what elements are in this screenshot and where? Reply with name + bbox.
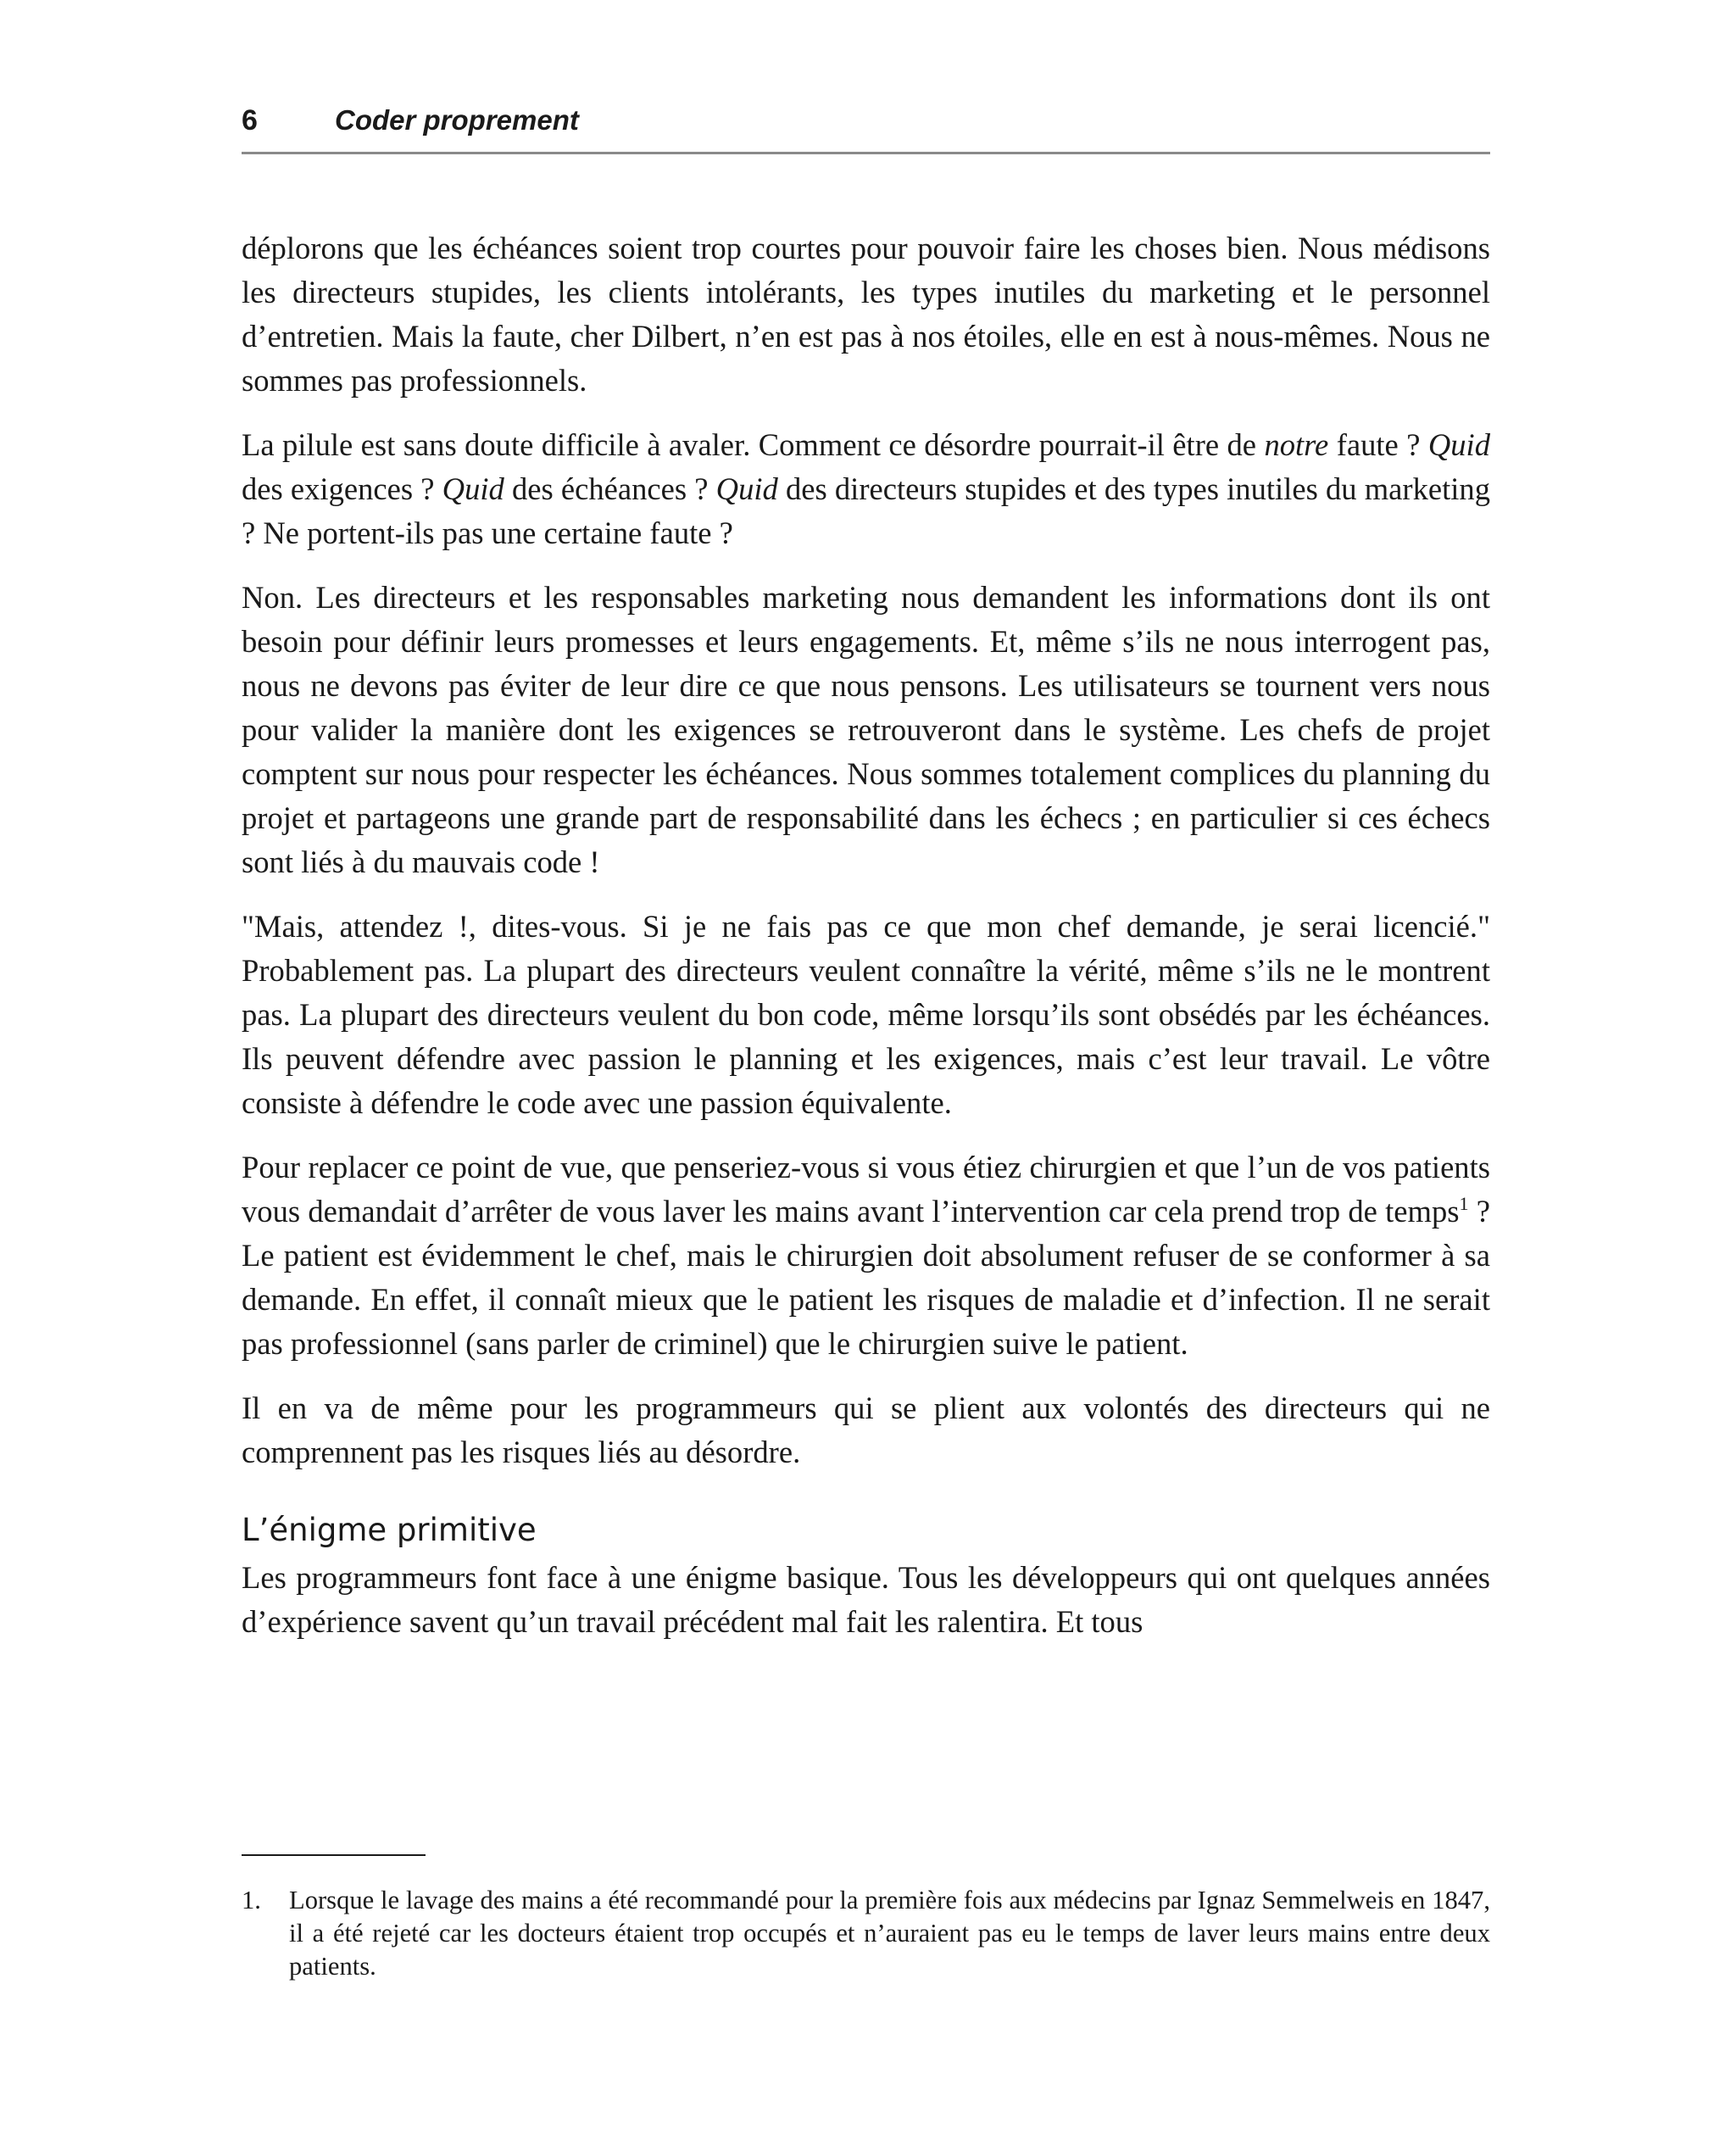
footnote-reference[interactable]: 1 xyxy=(1459,1193,1469,1214)
footnote-number: 1. xyxy=(242,1886,261,1914)
running-header xyxy=(242,100,1490,154)
paragraph-2: La pilule est sans doute difficile à avaler. Comment ce désordre pourrait-il être de notre faute ? Quid des exigences ? Quid des échéances ? Quid des directeurs stupides et des types inutiles du marketing ? Ne portent-ils pas une certaine faute ? xyxy=(242,427,1490,550)
paragraph-4: "Mais, attendez !, dites-vous. Si je ne fais pas ce que mon chef demande, je serai licencié." Probablement pas. La plupart des directeurs veulent connaître la vérité, même s’ils ne le montrent pas. La plupart des directeurs veulent du bon code, même lorsqu’ils sont obsédés par les échéances. Ils peuvent défendre avec passion le planning et les exigences, mais c’est leur travail. Le vôtre consiste à défendre le code avec une passion équivalente. xyxy=(242,909,1490,1120)
paragraph-5: Pour replacer ce point de vue, que penseriez-vous si vous étiez chirurgien et que l’un de vos patients vous demandait d’arrêter de vous laver les mains avant l’intervention car cela prend trop de temps$^1$ ? Le patient est évidemment le chef, mais le chirurgien doit absolument refuser de se conformer à sa demande. En effet, il connaît mieux que le patient les risques de maladie et d’infection. Il ne serait pas professionnel (sans parler de criminel) que le chirurgien suive le patient. xyxy=(242,1150,1491,1361)
body-text xyxy=(242,226,1490,1664)
paragraph-1: déplorons que les échéances soient trop courtes pour pouvoir faire les choses bien. Nous médisons les directeurs stupides, les clients intolérants, les types inutiles du marketing et le personnel d’entretien. Mais la faute, cher Dilbert, n’en est pas à nos étoiles, elle en est à nous-mêmes. Nous ne sommes pas professionnels. xyxy=(242,231,1490,398)
paragraph-6: Il en va de même pour les programmeurs qui se plient aux volontés des directeurs qui ne comprennent pas les risques liés au désordre. xyxy=(242,1390,1490,1469)
paragraph-3: Non. Les directeurs et les responsables marketing nous demandent les informations dont ils ont besoin pour définir leurs promesses et leurs engagements. Et, même s’ils ne nous interrogent pas, nous ne devons pas éviter de leur dire ce que nous pensons. Les utilisateurs se tournent vers nous pour valider la manière dont les exigences se retrouveront dans le système. Les chefs de projet comptent sur nous pour respecter les échéances. Nous sommes totalement complices du planning du projet et partageons une grande part de responsabilité dans les échecs ; en particulier si ces échecs sont liés à du mauvais code ! xyxy=(242,580,1490,879)
page-number: 6 xyxy=(242,104,258,137)
footnote xyxy=(242,1884,1490,1983)
footnote-separator xyxy=(242,1854,426,1856)
section-heading: L’énigme primitive xyxy=(242,1512,537,1548)
section-paragraph-1: Les programmeurs font face à une énigme basique. Tous les développeurs qui ont quelques années d’expérience savent qu’un travail précédent mal fait les ralentira. Et tous xyxy=(242,1560,1490,1639)
footnote-text: Lorsque le lavage des mains a été recommandé pour la première fois aux médecins par Ignaz Semmelweis en 1847, il a été rejeté car les docteurs étaient trop occupés et n’auraient pas eu le temps de laver leurs mains entre deux patients. xyxy=(289,1886,1490,1981)
running-title: Coder proprement xyxy=(335,104,579,136)
